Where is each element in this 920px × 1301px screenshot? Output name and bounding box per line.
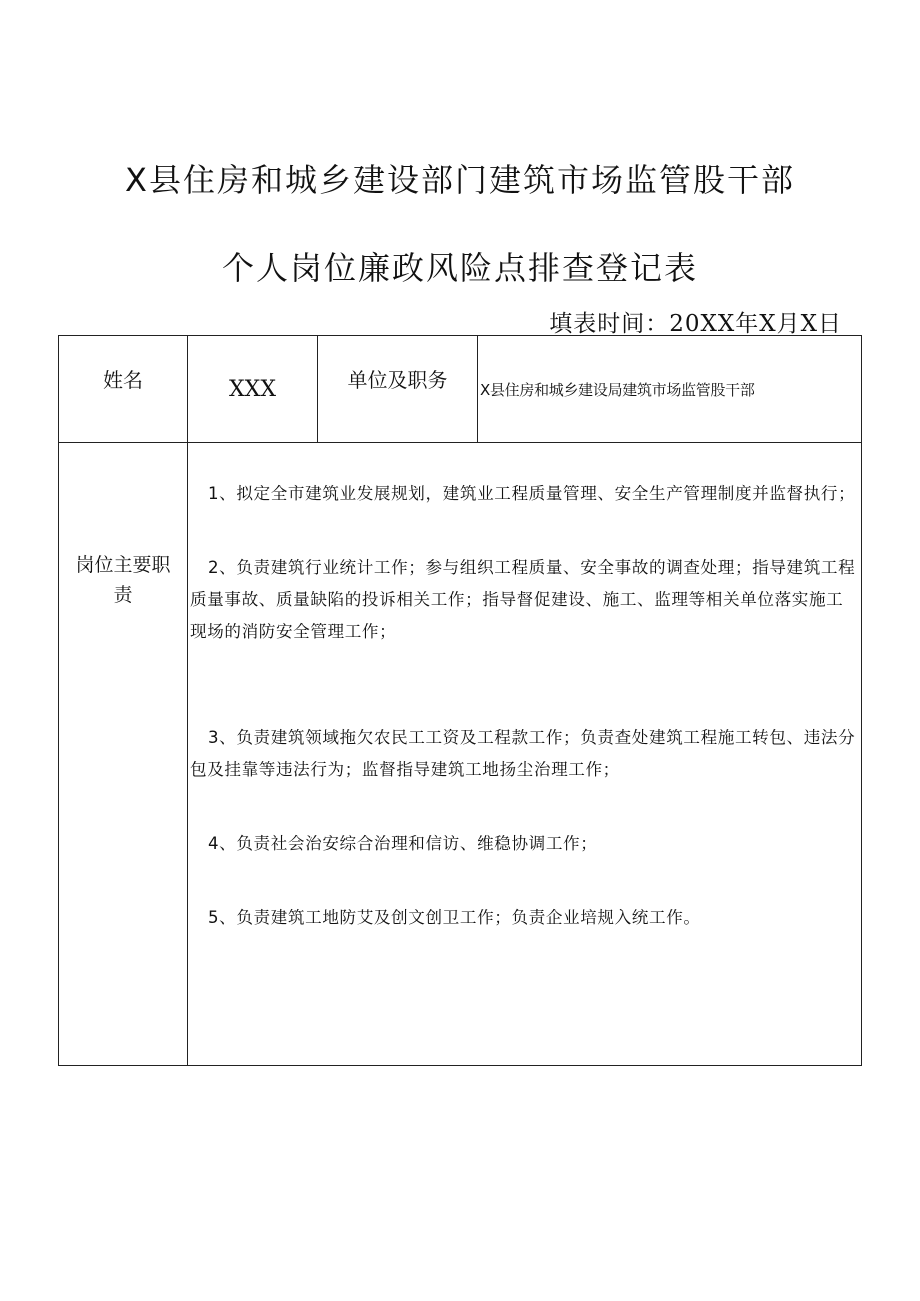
duty-item-1: 1、拟定全市建筑业发展规划，建筑业工程质量管理、安全生产管理制度并监督执行； (208, 484, 856, 503)
fill-date: 填表时间：20XX年X月X日 (549, 311, 842, 337)
duties-content (188, 443, 862, 1066)
duty-item-2: 2、负责建筑行业统计工作；参与组织工程质量、安全事故的调查处理；指导建筑工程质量事故、质量缺陷的投诉相关工作；指导督促建设、施工、监理等相关单位落实施工现场的消防安全管理工作； (190, 558, 856, 641)
duties-label (59, 443, 188, 1066)
duty-item-3: 3、负责建筑领域拖欠农民工工资及工程款工作；负责查处建筑工程施工转包、违法分包及挂靠等违法行为；监督指导建筑工地扬尘治理工作； (190, 728, 856, 779)
title-line-1: X县住房和城乡建设部门建筑市场监管股干部 (125, 161, 795, 199)
unit-position-value: X县住房和城乡建设局建筑市场监管股干部 (478, 336, 862, 443)
name-label: 姓名 (59, 336, 188, 443)
info-row (59, 336, 862, 443)
duty-item-5: 5、负责建筑工地防艾及创文创卫工作；负责企业培规入统工作。 (208, 908, 701, 927)
unit-position-label: 单位及职务 (318, 336, 478, 443)
duty-item-4: 4、负责社会治安综合治理和信访、维稳协调工作； (208, 834, 598, 853)
registration-table (58, 335, 862, 1066)
duties-label-line2: 责 (113, 584, 133, 606)
name-value: XXX (188, 336, 318, 443)
duties-row (59, 443, 862, 1066)
duties-label-line1: 岗位主要职 (75, 554, 171, 576)
title-line-2: 个人岗位廉政风险点排查登记表 (221, 249, 698, 287)
